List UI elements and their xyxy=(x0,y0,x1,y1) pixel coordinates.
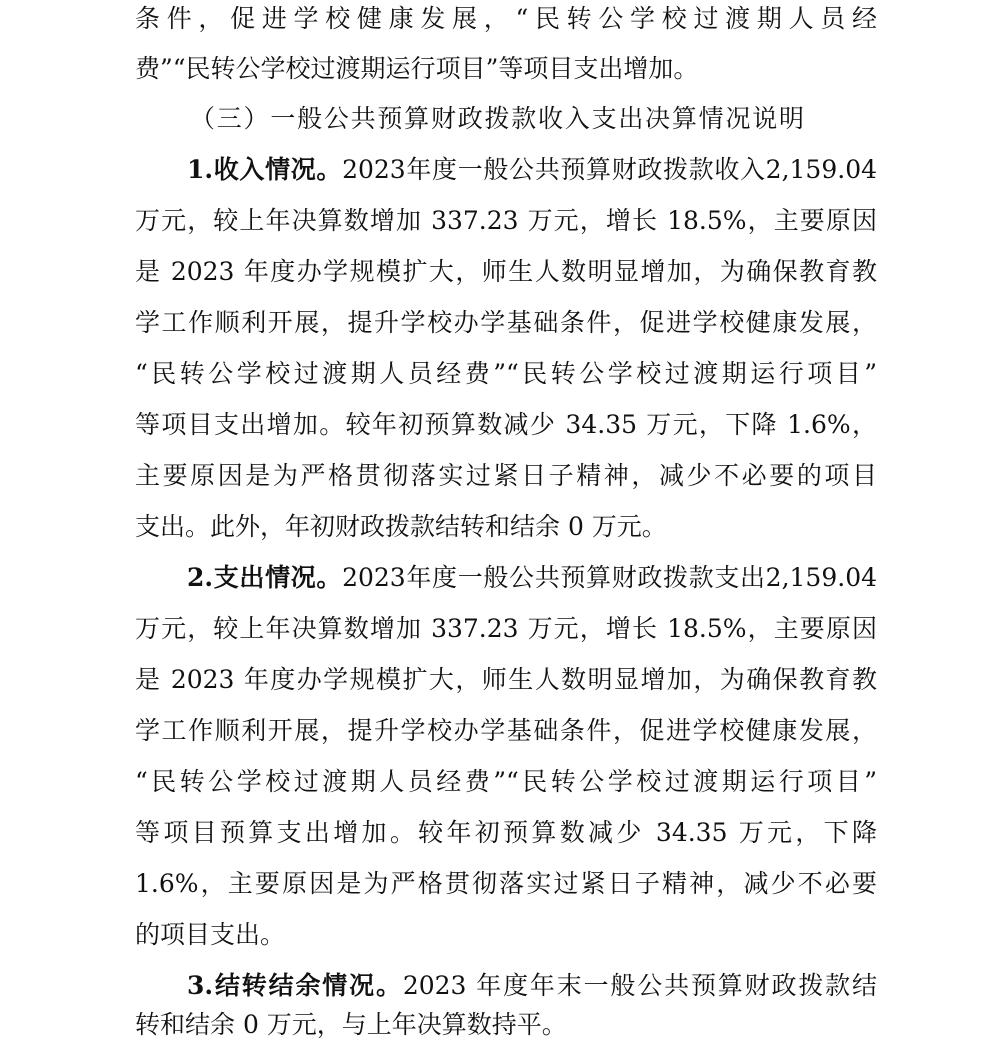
income-line: 等项目支出增加。较年初预算数减少 34.35 万元，下降 1.6%， xyxy=(135,410,877,439)
expenditure-lead: 2.支出情况。 xyxy=(187,563,343,592)
expenditure-line: 是 2023 年度办学规模扩大，师生人数明显增加，为确保教育教 xyxy=(135,665,877,694)
carryover-first-line-text: 2023 年度年末一般公共预算财政拨款结 xyxy=(402,971,877,1000)
income-line: 学工作顺利开展，提升学校办学基础条件，促进学校健康发展， xyxy=(135,308,877,337)
section-heading: （三）一般公共预算财政拨款收入支出决算情况说明 xyxy=(190,104,804,133)
continuation-line: 条件，促进学校健康发展，“民转公学校过渡期人员经 xyxy=(135,4,877,33)
continuation-line: 费”“民转公学校过渡期运行项目”等项目支出增加。 xyxy=(135,54,699,83)
income-line: 主要原因是为严格贯彻落实过紧日子精神，减少不必要的项目 xyxy=(135,461,877,490)
income-lead: 1.收入情况。 xyxy=(187,155,343,184)
income-line: 万元，较上年决算数增加 337.23 万元，增长 18.5%，主要原因 xyxy=(135,206,877,235)
expenditure-line: “民转公学校过渡期人员经费”“民转公学校过渡期运行项目” xyxy=(135,767,877,796)
expenditure-line: 万元，较上年决算数增加 337.23 万元，增长 18.5%，主要原因 xyxy=(135,614,877,643)
expenditure-paragraph-first-line xyxy=(187,553,877,603)
expenditure-first-line-text: 2023年度一般公共预算财政拨款支出2,159.04 xyxy=(342,563,878,592)
expenditure-line: 1.6%，主要原因是为严格贯彻落实过紧日子精神，减少不必要 xyxy=(135,869,877,898)
expenditure-line: 的项目支出。 xyxy=(135,920,286,949)
income-line: “民转公学校过渡期人员经费”“民转公学校过渡期运行项目” xyxy=(135,359,877,388)
income-line: 是 2023 年度办学规模扩大，师生人数明显增加，为确保教育教 xyxy=(135,257,877,286)
carryover-line: 转和结余 0 万元，与上年决算数持平。 xyxy=(135,1010,567,1039)
carryover-lead: 3.结转结余情况。 xyxy=(187,971,403,1000)
income-line: 支出。此外，年初财政拨款结转和结余 0 万元。 xyxy=(135,512,667,541)
expenditure-line: 等项目预算支出增加。较年初预算数减少 34.35 万元，下降 xyxy=(135,818,877,847)
expenditure-line: 学工作顺利开展，提升学校办学基础条件，促进学校健康发展， xyxy=(135,716,877,745)
income-first-line-text: 2023年度一般公共预算财政拨款收入2,159.04 xyxy=(342,155,878,184)
income-paragraph-first-line xyxy=(187,145,877,195)
